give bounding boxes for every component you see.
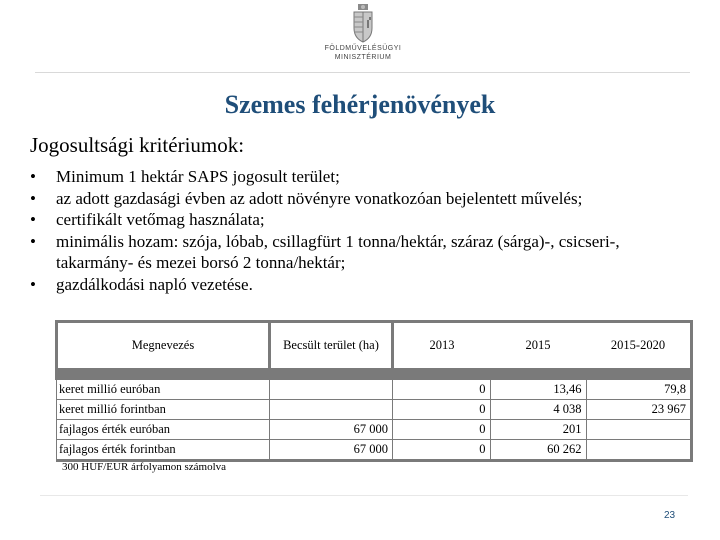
table-cell: 0 [393, 440, 491, 461]
ministry-logo [318, 4, 408, 72]
table-row [57, 380, 692, 400]
table-cell: keret millió forintban [57, 400, 270, 420]
list-item [30, 209, 720, 231]
col-header-2015: 2015 [490, 322, 586, 370]
list-item-text: az adott gazdasági évben az adott növényre vonatkozóan bejelentett művelés; [56, 188, 583, 208]
bullet-marker: • [30, 274, 36, 294]
table-cell [270, 380, 393, 400]
table-cell [586, 420, 692, 440]
exchange-rate-footnote: 300 HUF/EUR árfolyamon számolva [62, 461, 227, 473]
list-item [30, 231, 720, 274]
bullet-marker: • [30, 210, 36, 229]
table-cell: fajlagos érték forintban [57, 440, 270, 461]
list-item-text-continued: takarmány- és mezei borsó 2 tonna/hektár; [56, 253, 346, 272]
table-cell: 0 [393, 420, 491, 440]
table-cell: 13,46 [490, 380, 586, 400]
table-header-row [57, 322, 692, 370]
coat-of-arms-icon [351, 4, 375, 44]
table-cell: keret millió euróban [57, 380, 270, 400]
table-cell: 23 967 [586, 400, 692, 420]
footer-divider [40, 495, 688, 496]
logo-line-1: FÖLDMŰVELÉSÜGYI [324, 45, 402, 52]
table-cell: 0 [393, 380, 491, 400]
logo-line-2: MINISZTÉRIUM [334, 54, 392, 61]
table-cell: 201 [490, 420, 586, 440]
col-header-area: Becsült terület (ha) [270, 322, 393, 370]
table-row [57, 400, 692, 420]
list-item-text: Minimum 1 hektár SAPS jogosult terület; [56, 167, 340, 186]
header-divider [35, 72, 690, 73]
list-item [30, 188, 720, 210]
page-number: 23 [664, 510, 676, 521]
col-header-2015-2020: 2015-2020 [586, 322, 692, 370]
table-cell: 4 038 [490, 400, 586, 420]
list-item [30, 274, 720, 296]
table-cell: 79,8 [586, 380, 692, 400]
table-cell: 0 [393, 400, 491, 420]
table-row [57, 420, 692, 440]
table-cell: 60 262 [490, 440, 586, 461]
criteria-heading: Jogosultsági kritériumok: [30, 133, 245, 157]
table-cell [586, 440, 692, 461]
bullet-marker: • [30, 231, 36, 251]
col-header-2013: 2013 [393, 322, 491, 370]
table-row [57, 440, 692, 461]
bullet-marker: • [30, 188, 36, 208]
slide-title: Szemes fehérjenövények [224, 90, 496, 119]
criteria-list [30, 166, 720, 295]
table-cell: fajlagos érték euróban [57, 420, 270, 440]
list-item-text: certifikált vetőmag használata; [56, 210, 265, 229]
table-cell: 67 000 [270, 440, 393, 461]
table-cell [270, 400, 393, 420]
table-cell: 67 000 [270, 420, 393, 440]
col-header-name: Megnevezés [57, 322, 270, 370]
bullet-marker: • [30, 167, 36, 186]
list-item-text: minimális hozam: szója, lóbab, csillagfürt 1 tonna/hektár, száraz (sárga)-, csicseri-, [56, 231, 620, 251]
list-item-text: gazdálkodási napló vezetése. [56, 274, 253, 294]
list-item [30, 166, 720, 188]
budget-table [55, 320, 693, 462]
